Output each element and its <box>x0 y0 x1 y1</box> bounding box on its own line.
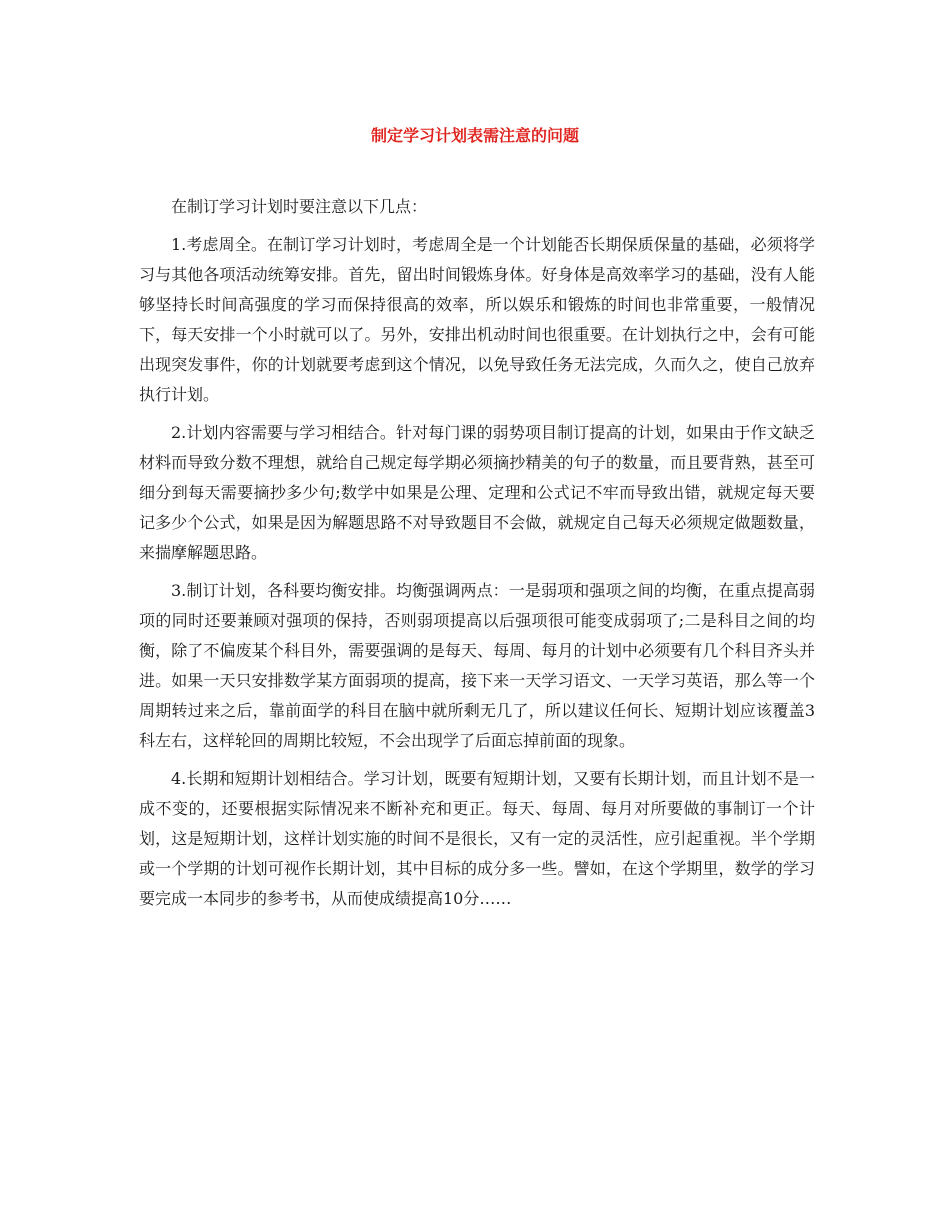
point-paragraph-1: 1.考虑周全。在制订学习计划时，考虑周全是一个计划能否长期保质保量的基础，必须将学习与其他各项活动统筹安排。首先，留出时间锻炼身体。好身体是高效率学习的基础，没有人能够坚持长时间高强度的学习而保持很高的效率，所以娱乐和锻炼的时间也非常重要，一般情况下，每天安排一个小时就可以了。另外，安排出机动时间也很重要。在计划执行之中，会有可能出现突发事件，你的计划就要考虑到这个情况，以免导致任务无法完成，久而久之，使自己放弃执行计划。 <box>139 235 815 404</box>
point-paragraph-4: 4.长期和短期计划相结合。学习计划，既要有短期计划，又要有长期计划，而且计划不是一成不变的，还要根据实际情况来不断补充和更正。每天、每周、每月对所要做的事制订一个计划，这是短期计划，这样计划实施的时间不是很长，又有一定的灵活性，应引起重视。半个学期或一个学期的计划可视作长期计划，其中目标的成分多一些。譬如，在这个学期里，数学的学习要完成一本同步的参考书，从而使成绩提高10分…… <box>139 769 815 908</box>
document-title: 制定学习计划表需注意的问题 <box>370 126 579 145</box>
point-paragraph-2: 2.计划内容需要与学习相结合。针对每门课的弱势项目制订提高的计划，如果由于作文缺乏材料而导致分数不理想，就给自己规定每学期必须摘抄精美的句子的数量，而且要背熟，甚至可细分到每天需要摘抄多少句;数学中如果是公理、定理和公式记不牢而导致出错，就规定每天要记多少个公式，如果是因为解题思路不对导致题目不会做，就规定自己每天必须规定做题数量，来揣摩解题思路。 <box>139 423 815 562</box>
intro-paragraph: 在制订学习计划时要注意以下几点： <box>171 197 428 216</box>
document-body <box>139 192 815 922</box>
point-paragraph-3: 3.制订计划，各科要均衡安排。均衡强调两点：一是弱项和强项之间的均衡，在重点提高弱项的同时还要兼顾对强项的保持，否则弱项提高以后强项很可能变成弱项了;二是科目之间的均衡，除了不偏废某个科目外，需要强调的是每天、每周、每月的计划中必须要有几个科目齐头并进。如果一天只安排数学某方面弱项的提高，接下来一天学习语文、一天学习英语，那么等一个周期转过来之后，靠前面学的科目在脑中就所剩无几了，所以建议任何长、短期计划应该覆盖3科左右，这样轮回的周期比较短，不会出现学了后面忘掉前面的现象。 <box>139 581 815 750</box>
